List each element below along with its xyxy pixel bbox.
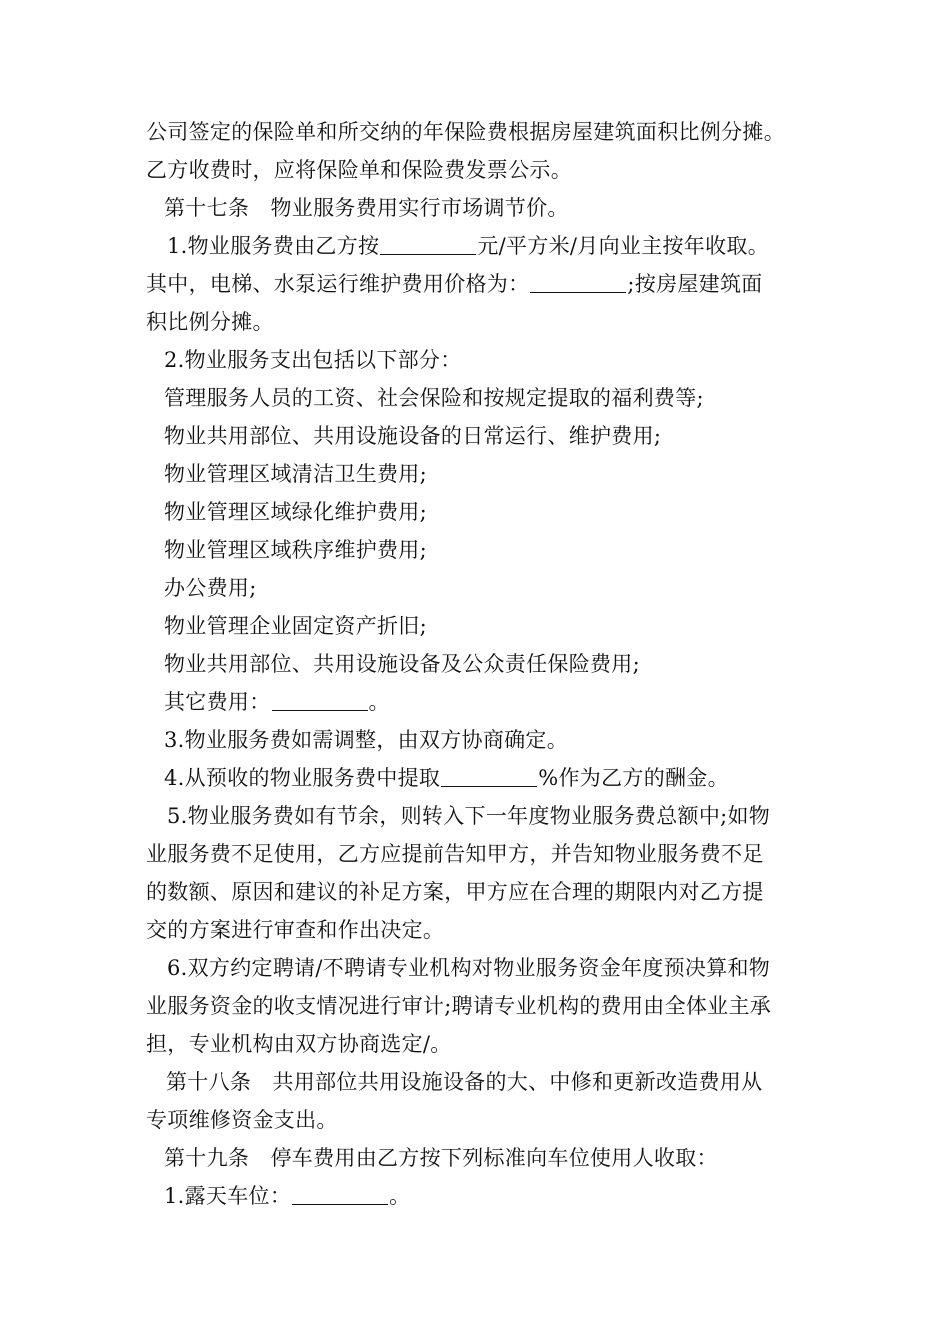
line-text: 物业管理区域清洁卫生费用; — [164, 462, 427, 486]
line-text: %作为乙方的酬金。 — [538, 766, 729, 790]
line-text: 办公费用; — [164, 576, 257, 600]
paragraph-line — [146, 308, 274, 336]
line-text: ;按房屋建筑面 — [627, 272, 763, 296]
line-text: 1.露天车位： — [164, 1184, 292, 1208]
line-text: 专项维修资金支出。 — [146, 1108, 338, 1132]
line-text: 5.物业服务费如有节余，则转入下一年度物业服务费总额中;如物 — [167, 804, 771, 828]
paragraph-line — [146, 118, 785, 146]
line-text: 第十九条 停车费用由乙方按下列标准向车位使用人收取： — [164, 1146, 718, 1170]
line-text: 物业共用部位、共用设施设备的日常运行、维护费用; — [164, 424, 662, 448]
line-text: 6.双方约定聘请/不聘请专业机构对物业服务资金年度预决算和物 — [167, 956, 771, 980]
paragraph-line — [146, 1106, 338, 1134]
line-text: 1.物业服务费由乙方按 — [167, 234, 380, 258]
paragraph-line — [164, 346, 462, 374]
line-text: 乙方收费时，应将保险单和保险费发票公示。 — [146, 158, 572, 182]
paragraph-line — [146, 916, 444, 944]
paragraph-line — [146, 878, 764, 906]
list-item — [164, 498, 427, 526]
paragraph-line — [146, 992, 771, 1020]
line-text: 3.物业服务费如需调整，由双方协商确定。 — [164, 728, 569, 752]
list-item — [164, 688, 390, 716]
line-text: 第十七条 物业服务费用实行市场调节价。 — [164, 196, 569, 220]
line-text: 交的方案进行审查和作出决定。 — [146, 918, 445, 942]
line-text: 其它费用： — [164, 690, 271, 714]
article-17-heading — [164, 194, 569, 222]
line-text: 。 — [389, 1184, 411, 1208]
line-text: 物业共用部位、共用设施设备及公众责任保险费用; — [164, 652, 640, 676]
fill-blank[interactable] — [380, 234, 476, 255]
paragraph-line — [167, 954, 770, 982]
line-text: 管理服务人员的工资、社会保险和按规定提取的福利费等; — [164, 386, 704, 410]
line-text: 担，专业机构由双方协商选定/。 — [146, 1032, 452, 1056]
line-text: 业服务资金的收支情况进行审计;聘请专业机构的费用由全体业主承 — [146, 994, 772, 1018]
line-text: 。 — [368, 690, 390, 714]
article-19-heading — [164, 1144, 718, 1172]
line-text: 元/平方米/月向业主按年收取。 — [477, 234, 769, 258]
line-text: 物业管理区域绿化维护费用; — [164, 500, 427, 524]
paragraph-line — [146, 1030, 452, 1058]
line-text: 2.物业服务支出包括以下部分： — [164, 348, 462, 372]
line-text: 物业管理区域秩序维护费用; — [164, 538, 427, 562]
list-item — [164, 574, 257, 602]
fill-blank[interactable] — [272, 690, 368, 711]
article-18-heading — [166, 1068, 762, 1096]
fill-blank[interactable] — [292, 1184, 388, 1205]
list-item — [164, 422, 661, 450]
line-text: 公司签定的保险单和所交纳的年保险费根据房屋建筑面积比例分摊。 — [146, 120, 785, 144]
list-item — [164, 650, 640, 678]
line-text: 4.从预收的物业服务费中提取 — [164, 766, 441, 790]
line-text: 业服务费不足使用，乙方应提前告知甲方，并告知物业服务费不足 — [146, 842, 764, 866]
fill-blank[interactable] — [441, 766, 537, 787]
list-item — [164, 536, 427, 564]
paragraph-line — [146, 840, 764, 868]
line-text: 其中，电梯、水泵运行维护费用价格为： — [146, 272, 530, 296]
list-item — [164, 460, 427, 488]
line-text: 积比例分摊。 — [146, 310, 274, 334]
paragraph-line — [164, 726, 568, 754]
paragraph-line — [167, 802, 770, 830]
paragraph-line — [164, 764, 729, 792]
line-text: 物业管理企业固定资产折旧; — [164, 614, 427, 638]
paragraph-line — [146, 156, 572, 184]
paragraph-line — [146, 270, 763, 298]
list-item — [164, 612, 427, 640]
line-text: 的数额、原因和建议的补足方案，甲方应在合理的期限内对乙方提 — [146, 880, 764, 904]
paragraph-line — [164, 1182, 410, 1210]
list-item — [164, 384, 704, 412]
line-text: 第十八条 共用部位共用设施设备的大、中修和更新改造费用从 — [166, 1070, 763, 1094]
paragraph-line — [167, 232, 769, 260]
fill-blank[interactable] — [530, 272, 626, 293]
